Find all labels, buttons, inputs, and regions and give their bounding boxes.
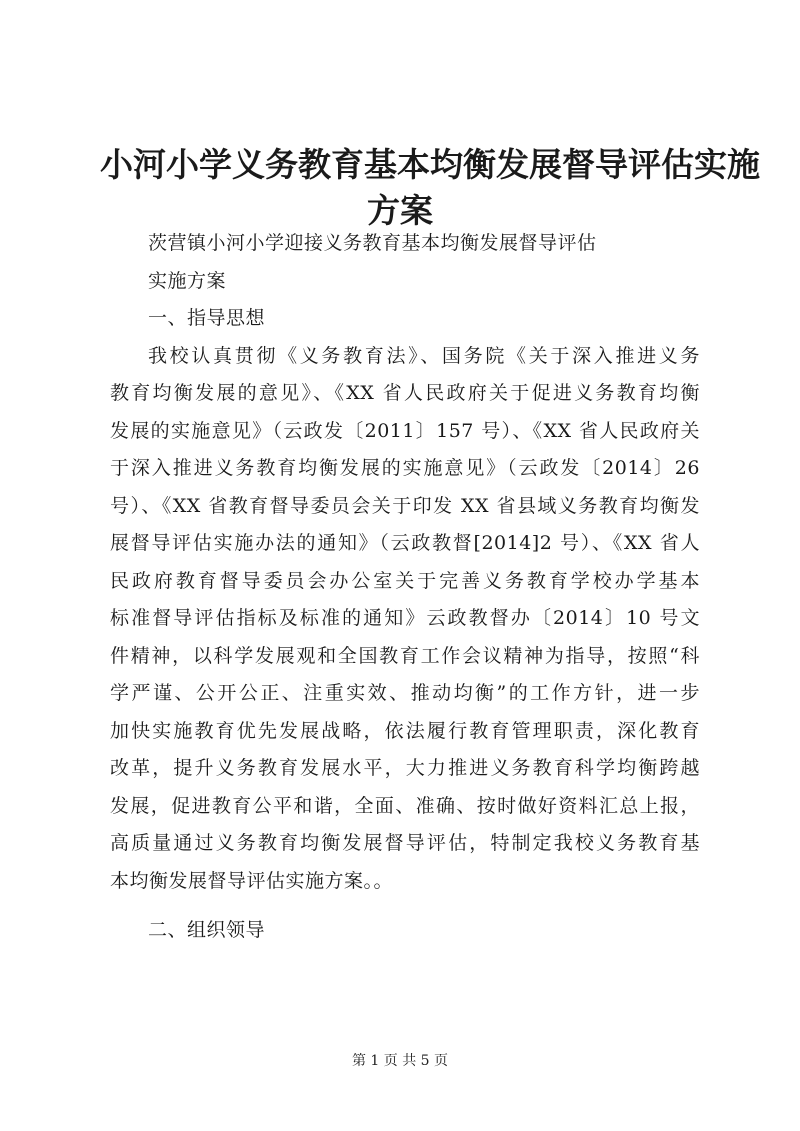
section-1-heading: 一、指导思想 [148,307,266,329]
paragraph-line: 于深入推进义务教育均衡发展的实施意见》（云政发〔2014〕26 [110,457,700,479]
paragraph-line: 改革，提升义务教育发展水平，大力推进义务教育科学均衡跨越 [110,757,700,779]
paragraph-line: 发展，促进教育公平和谐，全面、准确、按时做好资料汇总上报， [110,794,700,817]
paragraph-line: 号）、《XX 省教育督导委员会关于印发 XX 省县域义务教育均衡发 [110,494,700,517]
paragraph-line: 展督导评估实施办法的通知》（云政教督[2014]2 号）、《XX 省人 [110,532,700,554]
document-body [110,225,700,950]
paragraph-line: 加快实施教育优先发展战略，依法履行教育管理职责，深化教育 [110,719,700,742]
paragraph-line: 我校认真贯彻《义务教育法》、国务院《关于深入推进义务 [148,344,700,367]
intro-line-1: 茨营镇小河小学迎接义务教育基本均衡发展督导评估 [148,232,597,254]
section-2-heading: 二、组织领导 [148,919,266,941]
paragraph-line: 民政府教育督导委员会办公室关于完善义务教育学校办学基本 [110,569,700,592]
paragraph-line: 学严谨、公开公正、注重实效、推动均衡”的工作方针，进一步 [110,682,700,704]
title-line-1: 小河小学义务教育基本均衡发展督导评估实施 [100,145,760,184]
intro-line-2: 实施方案 [148,269,227,292]
paragraph-line: 高质量通过义务教育均衡发展督导评估，特制定我校义务教育基 [110,832,700,854]
paragraph-line: 本均衡发展督导评估实施方案。。 [110,869,394,892]
paragraph-line: 发展的实施意见》（云政发〔2011〕157 号）、《XX 省人民政府关 [110,419,700,442]
paragraph-line: 标准督导评估指标及标准的通知》云政教督办〔2014〕10 号文 [110,607,700,629]
title-line-2: 方案 [367,191,433,230]
page-footer: 第 1 页 共 5 页 [351,1053,449,1069]
section-1-paragraph [110,338,700,901]
paragraph-line: 件精神，以科学发展观和全国教育工作会议精神为指导，按照“科 [110,644,700,667]
paragraph-line: 教育均衡发展的意见》、《XX 省人民政府关于促进义务教育均衡 [110,382,700,404]
document-title [100,142,760,234]
